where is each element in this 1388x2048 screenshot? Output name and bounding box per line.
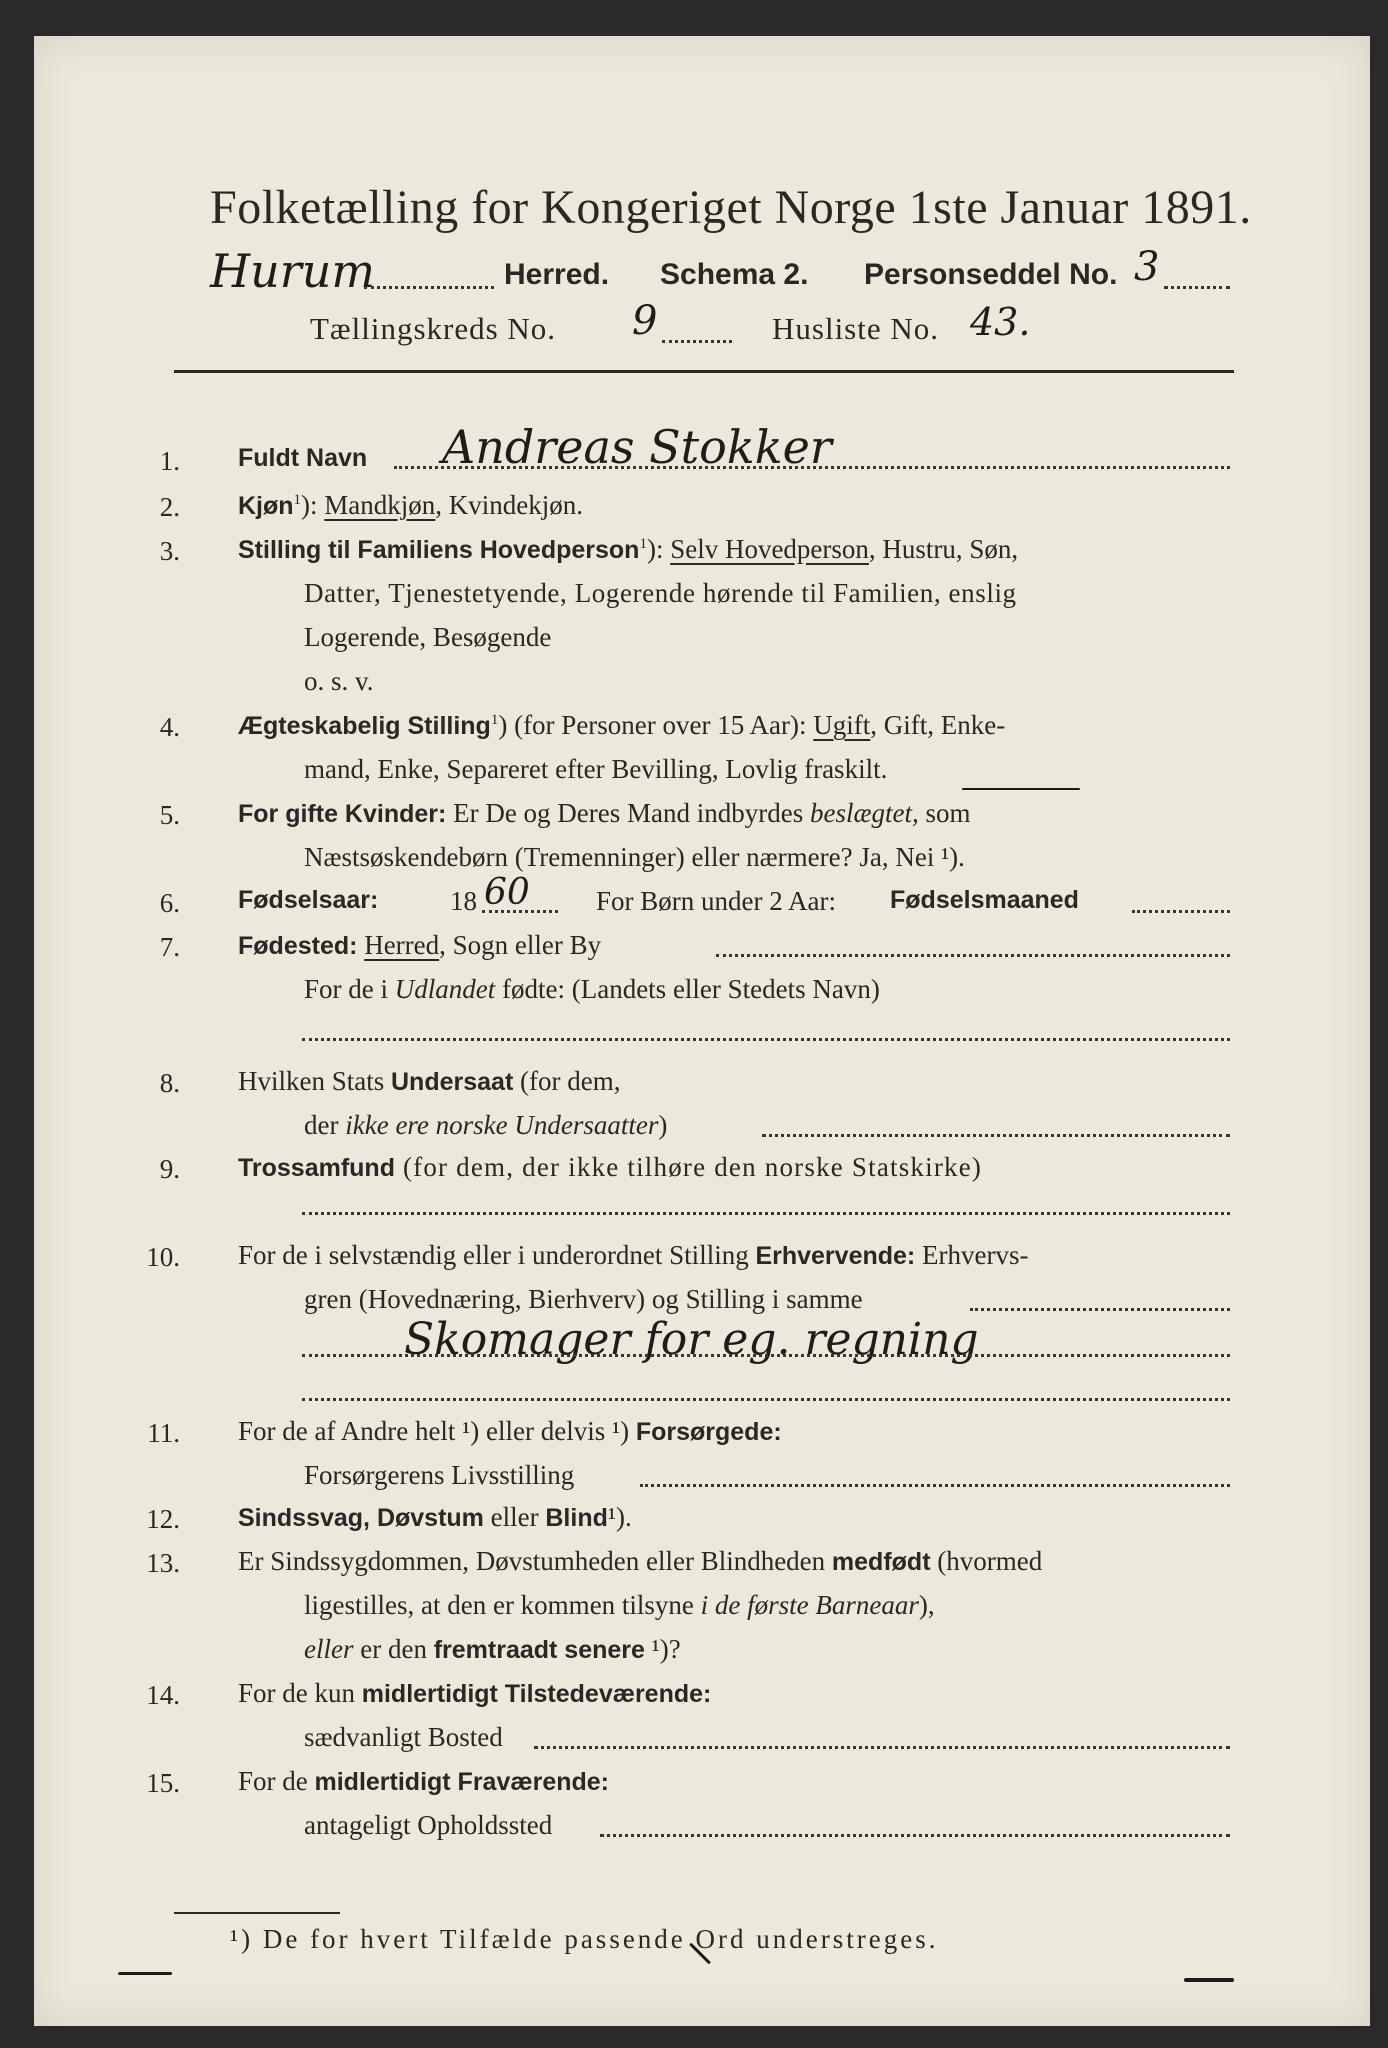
position-line-2: Datter, Tjenestetyende, Logerende hørende til Familien, enslig <box>304 578 1017 608</box>
citizenship-italic: ikke ere norske Undersaatter <box>345 1110 659 1140</box>
supported-line-2: Forsørgerens Livsstilling <box>304 1460 575 1490</box>
temp-absent-line-2: antageligt Opholdssted <box>304 1810 553 1840</box>
congenital-label: medfødt <box>831 1548 931 1576</box>
congenital-ref: ¹)? <box>651 1634 681 1664</box>
item-number: 12. <box>146 1504 180 1534</box>
occupation-dots-2 <box>302 1354 1230 1357</box>
husliste-label: Husliste No. <box>772 311 939 346</box>
tellingskreds-value: 9 <box>632 298 658 344</box>
handwritten-underline <box>962 788 1080 790</box>
disability-eller: eller <box>490 1502 539 1532</box>
religion-line <box>238 1152 982 1183</box>
marital-line-1: Ægteskabelig Stilling$^1$) (for Personer over 15 Aar): Ugift, Gift, Enke- <box>238 710 1006 740</box>
sex-label: Kjøn <box>238 492 294 520</box>
position-line-4: o. s. v. <box>304 666 374 696</box>
birth-year-prefix: 18 <box>450 886 477 916</box>
related-word: beslægtet, <box>810 798 919 828</box>
supported-dots <box>640 1484 1230 1487</box>
abroad-word: Udlandet <box>394 974 496 1004</box>
abroad-dots <box>302 1038 1230 1041</box>
citizenship-condition: (for dem, <box>520 1066 621 1096</box>
religion-label: Trossamfund <box>238 1154 395 1182</box>
congenital-text: Er Sindssygdommen, Døvstumheden eller Blindheden <box>238 1546 826 1576</box>
congenital-line-2 <box>304 1590 935 1621</box>
citizenship-line-1 <box>238 1066 620 1097</box>
birthplace-line-2 <box>304 974 880 1005</box>
congenital-eller: eller <box>304 1634 354 1664</box>
name-value: Andreas Stokker <box>442 420 832 474</box>
supported-line-1 <box>238 1416 782 1447</box>
citizenship-der: der <box>304 1110 339 1140</box>
sex-female-option: , Kvindekjøn. <box>435 490 584 520</box>
married-women-line-1 <box>238 798 971 829</box>
congenital-italic: i de første Barneaar <box>700 1590 919 1620</box>
position-label: Stilling til Familiens Hovedperson <box>238 536 640 564</box>
marital-selected: Ugift <box>813 710 871 740</box>
citizenship-dots <box>762 1134 1230 1137</box>
occupation-dots-1 <box>970 1308 1230 1311</box>
later-label: fremtraadt senere <box>433 1636 645 1664</box>
occupation-value: Skomager for eg. regning <box>404 1314 979 1365</box>
schema-label: Schema 2. <box>660 258 809 291</box>
footnote-ref: 1 <box>639 536 647 552</box>
religion-text: (for dem, der ikke tilhøre den norske Statskirke) <box>402 1152 983 1182</box>
birthplace-label: Fødested: <box>238 932 358 960</box>
birthplace-line-1 <box>238 930 601 961</box>
citizenship-label: Undersaat <box>391 1068 514 1096</box>
temp-absent-line-1 <box>238 1766 609 1797</box>
occupation-label: Erhvervende: <box>755 1242 916 1270</box>
birth-month-dots <box>1132 910 1230 913</box>
ink-mark <box>1184 1978 1234 1982</box>
header-rule <box>174 370 1234 373</box>
occupation-text: For de i selvstændig eller i underordnet Stilling <box>238 1240 749 1270</box>
personseddel-dots <box>1164 286 1230 289</box>
form-title: Folketælling for Kongeriget Norge 1ste Januar 1891. <box>210 181 1252 234</box>
congenital-hvormed: (hvormed <box>937 1546 1043 1576</box>
census-form-sheet <box>34 36 1370 2026</box>
item-number: 4. <box>159 712 180 742</box>
position-line-1: Stilling til Familiens Hovedperson$^1$): Selv Hovedperson, Hustru, Søn, <box>238 534 1019 564</box>
married-women-label: For gifte Kvinder: <box>238 800 447 828</box>
temp-absent-label: midlertidigt Fraværende: <box>314 1768 609 1796</box>
name-label: Fuldt Navn <box>238 444 368 472</box>
item-number: 2. <box>159 492 180 522</box>
temp-present-dots <box>534 1746 1230 1749</box>
item-number: 6. <box>159 888 180 918</box>
marital-line-2: mand, Enke, Separeret efter Bevilling, Lovlig fraskilt. <box>304 754 888 784</box>
husliste-value: 43. <box>970 300 1031 344</box>
item-number: 1. <box>159 446 180 476</box>
personseddel-label: Personseddel No. <box>864 258 1118 291</box>
item-number: 13. <box>146 1548 180 1578</box>
under-two-text: For Børn under 2 Aar: <box>596 886 836 916</box>
footnote-ref: 1 <box>293 492 302 508</box>
herred-value: Hurum <box>210 244 375 298</box>
occupation-line-2: gren (Hovednæring, Bierhverv) og Stilling i samme <box>304 1284 863 1314</box>
occupation-dots-3 <box>302 1398 1230 1401</box>
temp-present-line-1 <box>238 1678 711 1709</box>
item-number: 9. <box>159 1154 180 1184</box>
item-number: 10. <box>146 1242 180 1272</box>
position-selected: Selv Hovedperson <box>670 534 869 564</box>
item-number: 3. <box>159 536 180 566</box>
item-number: 7. <box>159 932 180 962</box>
congenital-text-2: ligestilles, at den er kommen tilsyne <box>304 1590 694 1620</box>
item-number: 15. <box>146 1768 180 1798</box>
supported-label: Forsørgede: <box>635 1418 782 1446</box>
herred-label: Herred. <box>504 258 610 291</box>
footnote-ref: 1 <box>490 712 499 728</box>
abroad-prefix: For de i <box>304 974 388 1004</box>
birthplace-dots <box>716 954 1230 957</box>
item-number: 5. <box>159 800 180 830</box>
birth-year-label: Fødselsaar: <box>238 886 379 914</box>
temp-absent-text: For de <box>238 1766 308 1796</box>
marital-label: Ægteskabelig Stilling <box>238 712 491 740</box>
personseddel-value: 3 <box>1134 244 1160 290</box>
occupation-erhvervs: Erhvervs- <box>922 1240 1029 1270</box>
married-women-som: som <box>925 798 971 828</box>
temp-present-text: For de kun <box>238 1678 355 1708</box>
citizenship-text: Hvilken Stats <box>238 1066 385 1096</box>
marital-options: , Gift, Enke- <box>870 710 1006 740</box>
position-options: , Hustru, Søn, <box>868 534 1019 564</box>
position-line-3: Logerende, Besøgende <box>304 622 552 652</box>
temp-absent-dots <box>600 1834 1230 1837</box>
congenital-line-1 <box>238 1546 1042 1577</box>
item-number: 14. <box>146 1680 180 1710</box>
congenital-er-den: er den <box>360 1634 427 1664</box>
birthplace-options: , Sogn eller By <box>439 930 602 960</box>
temp-present-line-2: sædvanligt Bosted <box>304 1722 503 1752</box>
birth-year-dots <box>482 910 558 913</box>
name-dots <box>394 466 1230 469</box>
birthplace-selected: Herred <box>364 930 440 960</box>
item-number: 8. <box>159 1068 180 1098</box>
occupation-line-1 <box>238 1240 1028 1271</box>
married-women-line-2: Næstsøskendebørn (Tremenninger) eller nærmere? Ja, Nei ¹). <box>304 842 965 872</box>
congenital-line-3 <box>304 1634 681 1665</box>
marital-condition: (for Personer over 15 Aar): <box>514 710 807 740</box>
footnote-rule <box>174 1912 340 1914</box>
footnote-text: ¹) De for hvert Tilfælde passende Ord understreges. <box>230 1924 939 1954</box>
citizenship-line-2 <box>304 1110 667 1141</box>
congenital-paren: ), <box>918 1590 935 1620</box>
tellingskreds-dots <box>662 340 732 343</box>
abroad-text: fødte: (Landets eller Stedets Navn) <box>502 974 880 1004</box>
herred-dots <box>364 286 494 289</box>
birth-month-label: Fødselsmaaned <box>890 886 1079 914</box>
ink-mark <box>118 1972 172 1975</box>
tellingskreds-label: Tællingskreds No. <box>310 311 557 346</box>
sex-line: Kjøn$^1$): Mandkjøn, Kvindekjøn. <box>238 490 584 520</box>
disability-ref: ¹). <box>607 1502 632 1532</box>
supported-text: For de af Andre helt ¹) eller delvis ¹) <box>238 1416 630 1446</box>
item-number: 11. <box>147 1418 180 1448</box>
blind-label: Blind <box>545 1504 608 1532</box>
disability-line <box>238 1502 632 1533</box>
sex-male-option: Mandkjøn <box>324 490 436 520</box>
temp-present-label: midlertidigt Tilstedeværende: <box>361 1680 712 1708</box>
religion-dots <box>302 1212 1230 1215</box>
citizenship-paren: ) <box>658 1110 668 1140</box>
disability-label: Sindssvag, Døvstum <box>238 1504 484 1532</box>
married-women-question: Er De og Deres Mand indbyrdes <box>453 798 804 828</box>
birth-year-value: 60 <box>484 872 530 913</box>
